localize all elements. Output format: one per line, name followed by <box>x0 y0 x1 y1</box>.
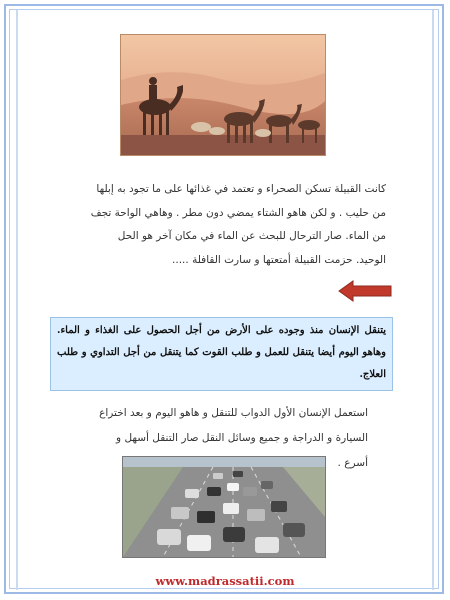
desert-caravan-photo <box>120 34 326 156</box>
website-footer[interactable]: www.madrassatii.com <box>155 574 295 588</box>
left-arrow-icon <box>337 280 393 302</box>
highlight-box <box>50 317 393 391</box>
traffic-photo <box>122 456 326 558</box>
highlight-text: يتنقل الإنسان منذ وجوده على الأرض من أجل الحصول على الغذاء و الماء. وهاهو اليوم أيضا يتنقل للعمل و طلب القوت كما يتنقل من أجل التداوي و طلب العلاج. <box>57 325 386 380</box>
page-frame-left-line <box>16 10 18 590</box>
story-paragraph: كانت القبيلة تسكن الصحراء و تعتمد في غذائها على ما تجود به إبلها من حليب . و لكن هاهو الشتاء يمضي دون مطر . وهاهي الواحة تجف من الماء. صار الترحال للبحث عن الماء في مكان آخر هو الحل الوحيد. حزمت القبيلة أمتعتها و سارت القافلة ..... <box>90 183 386 266</box>
page-frame-right-line <box>432 10 434 590</box>
transport-paragraph: استعمل الإنسان الأول الدواب للتنقل و هاهو اليوم و بعد اختراع السيارة و الدراجة و جميع وسائل النقل صار التنقل أسهل و أسرع . <box>99 407 368 469</box>
